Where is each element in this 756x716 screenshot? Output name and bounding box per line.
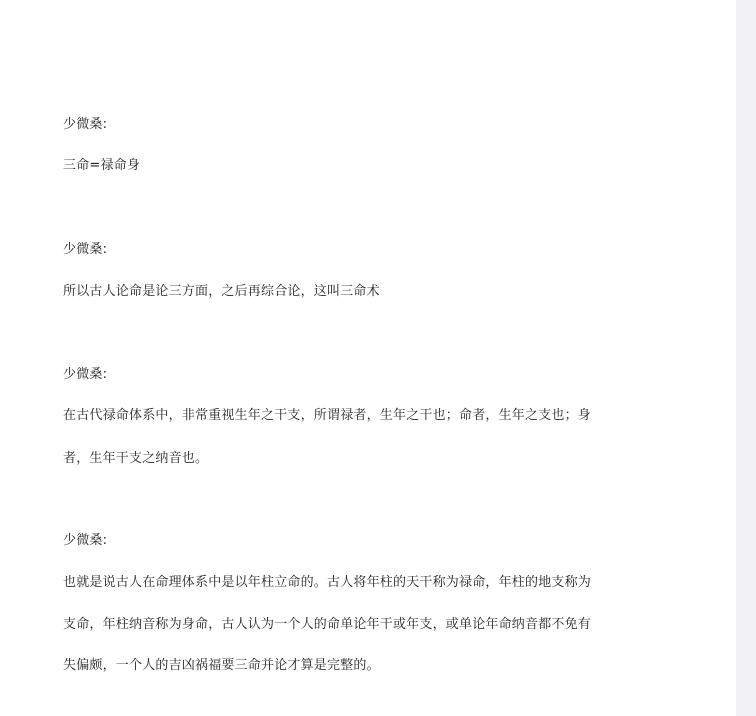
speaker-name: 少微桑: [63, 242, 108, 257]
message-line: 三命=禄命身 [63, 158, 141, 173]
message-line: 者，生年干支之纳音也。 [63, 451, 209, 466]
message-line: 也就是说古人在命理体系中是以年柱立命的。古人将年柱的天干称为禄命，年柱的地支称为 [63, 575, 592, 590]
message-line: 失偏颇，一个人的吉凶祸福要三命并论才算是完整的。 [63, 658, 380, 673]
message-line: 所以古人论命是论三方面，之后再综合论，这叫三命术 [63, 284, 380, 299]
speaker-name: 少微桑: [63, 117, 108, 132]
message-line: 在古代禄命体系中，非常重视生年之干支，所谓禄者，生年之干也；命者，生年之支也；身 [63, 408, 592, 423]
speaker-name: 少微桑: [63, 367, 108, 382]
page-edge [736, 0, 756, 716]
speaker-name: 少微桑: [63, 533, 108, 548]
message-line: 支命，年柱纳音称为身命，古人认为一个人的命单论年干或年支，或单论年命纳音都不免有 [63, 617, 592, 632]
